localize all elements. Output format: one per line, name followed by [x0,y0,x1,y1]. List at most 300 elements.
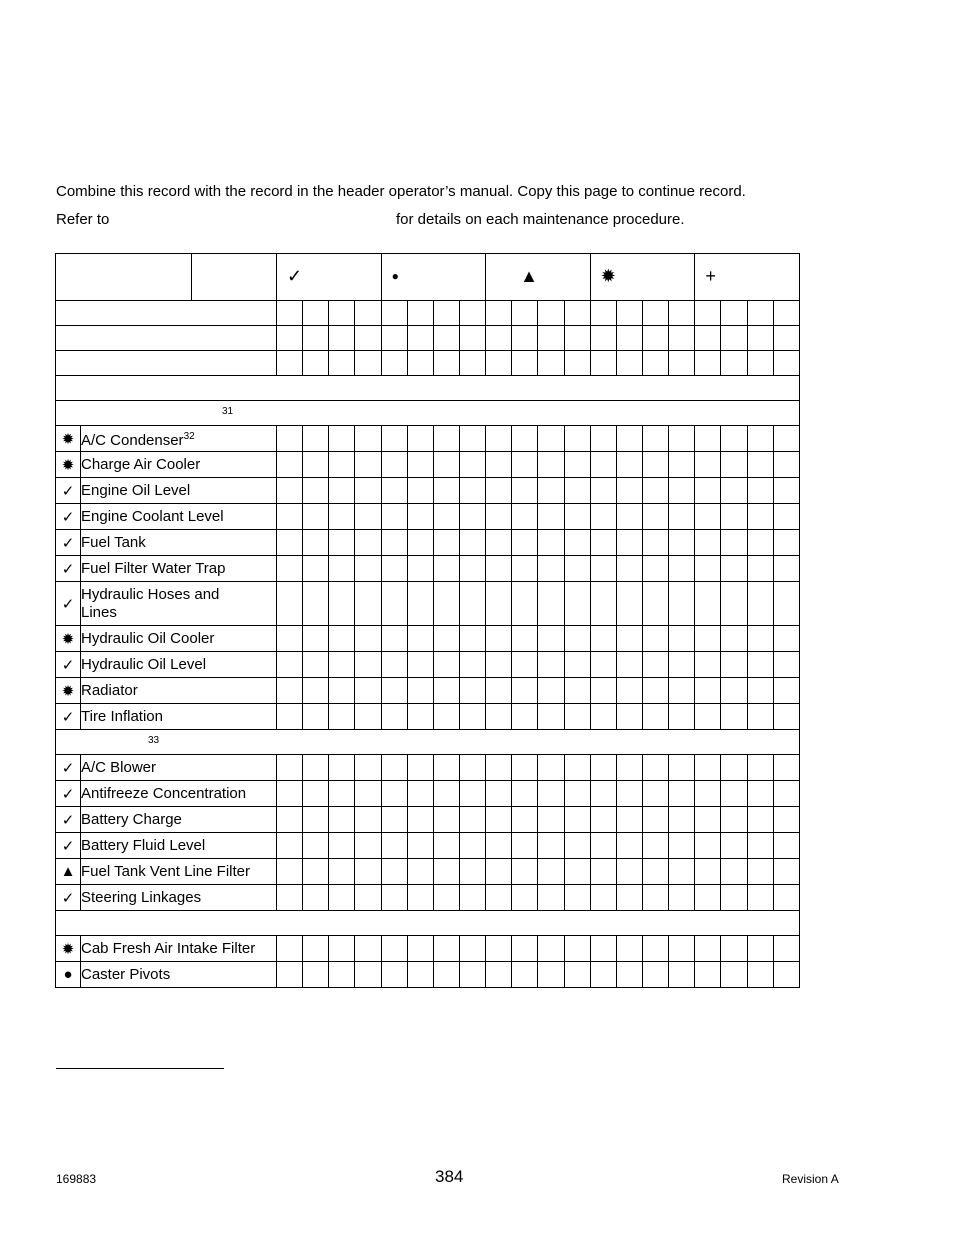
checkbox-cell[interactable] [407,807,433,833]
checkbox-cell[interactable] [695,626,721,652]
checkbox-cell[interactable] [721,781,747,807]
checkbox-cell[interactable] [643,885,669,911]
checkbox-cell[interactable] [381,301,407,326]
checkbox-cell[interactable] [590,301,616,326]
checkbox-cell[interactable] [277,678,303,704]
checkbox-cell[interactable] [747,962,773,988]
checkbox-cell[interactable] [355,781,381,807]
checkbox-cell[interactable] [277,755,303,781]
checkbox-cell[interactable] [329,326,355,351]
checkbox-cell[interactable] [538,704,564,730]
checkbox-cell[interactable] [381,351,407,376]
checkbox-cell[interactable] [381,652,407,678]
checkbox-cell[interactable] [303,351,329,376]
checkbox-cell[interactable] [381,936,407,962]
checkbox-cell[interactable] [460,556,486,582]
checkbox-cell[interactable] [564,781,590,807]
checkbox-cell[interactable] [643,326,669,351]
checkbox-cell[interactable] [329,301,355,326]
checkbox-cell[interactable] [277,885,303,911]
checkbox-cell[interactable] [355,301,381,326]
checkbox-cell[interactable] [669,478,695,504]
checkbox-cell[interactable] [695,678,721,704]
checkbox-cell[interactable] [773,755,799,781]
checkbox-cell[interactable] [329,807,355,833]
checkbox-cell[interactable] [721,962,747,988]
checkbox-cell[interactable] [329,936,355,962]
checkbox-cell[interactable] [329,556,355,582]
checkbox-cell[interactable] [355,351,381,376]
checkbox-cell[interactable] [695,452,721,478]
checkbox-cell[interactable] [564,962,590,988]
record-label-cell[interactable] [56,301,277,326]
checkbox-cell[interactable] [643,678,669,704]
checkbox-cell[interactable] [643,962,669,988]
checkbox-cell[interactable] [407,452,433,478]
checkbox-cell[interactable] [355,582,381,626]
checkbox-cell[interactable] [512,885,538,911]
checkbox-cell[interactable] [669,530,695,556]
checkbox-cell[interactable] [460,936,486,962]
checkbox-cell[interactable] [329,452,355,478]
checkbox-cell[interactable] [460,301,486,326]
checkbox-cell[interactable] [747,301,773,326]
record-label-cell[interactable] [56,351,277,376]
checkbox-cell[interactable] [460,652,486,678]
checkbox-cell[interactable] [407,936,433,962]
checkbox-cell[interactable] [721,936,747,962]
checkbox-cell[interactable] [355,426,381,452]
checkbox-cell[interactable] [564,478,590,504]
checkbox-cell[interactable] [486,678,512,704]
checkbox-cell[interactable] [460,530,486,556]
checkbox-cell[interactable] [433,530,459,556]
checkbox-cell[interactable] [616,556,642,582]
checkbox-cell[interactable] [329,781,355,807]
checkbox-cell[interactable] [329,426,355,452]
checkbox-cell[interactable] [695,556,721,582]
checkbox-cell[interactable] [512,652,538,678]
checkbox-cell[interactable] [538,807,564,833]
checkbox-cell[interactable] [512,556,538,582]
checkbox-cell[interactable] [355,936,381,962]
checkbox-cell[interactable] [721,530,747,556]
checkbox-cell[interactable] [329,962,355,988]
checkbox-cell[interactable] [590,885,616,911]
checkbox-cell[interactable] [512,962,538,988]
checkbox-cell[interactable] [486,885,512,911]
checkbox-cell[interactable] [486,582,512,626]
checkbox-cell[interactable] [381,530,407,556]
checkbox-cell[interactable] [564,452,590,478]
checkbox-cell[interactable] [355,504,381,530]
checkbox-cell[interactable] [512,426,538,452]
checkbox-cell[interactable] [564,885,590,911]
checkbox-cell[interactable] [538,301,564,326]
checkbox-cell[interactable] [355,478,381,504]
checkbox-cell[interactable] [460,326,486,351]
checkbox-cell[interactable] [721,704,747,730]
checkbox-cell[interactable] [460,962,486,988]
checkbox-cell[interactable] [486,936,512,962]
checkbox-cell[interactable] [616,452,642,478]
checkbox-cell[interactable] [381,962,407,988]
checkbox-cell[interactable] [747,859,773,885]
checkbox-cell[interactable] [460,426,486,452]
checkbox-cell[interactable] [538,582,564,626]
checkbox-cell[interactable] [381,678,407,704]
checkbox-cell[interactable] [407,704,433,730]
checkbox-cell[interactable] [564,936,590,962]
checkbox-cell[interactable] [277,478,303,504]
checkbox-cell[interactable] [747,807,773,833]
checkbox-cell[interactable] [590,478,616,504]
checkbox-cell[interactable] [486,326,512,351]
checkbox-cell[interactable] [590,755,616,781]
checkbox-cell[interactable] [407,351,433,376]
checkbox-cell[interactable] [303,678,329,704]
checkbox-cell[interactable] [433,755,459,781]
checkbox-cell[interactable] [355,962,381,988]
checkbox-cell[interactable] [433,426,459,452]
checkbox-cell[interactable] [277,936,303,962]
checkbox-cell[interactable] [512,582,538,626]
checkbox-cell[interactable] [773,807,799,833]
checkbox-cell[interactable] [773,704,799,730]
checkbox-cell[interactable] [433,859,459,885]
checkbox-cell[interactable] [669,807,695,833]
checkbox-cell[interactable] [643,936,669,962]
checkbox-cell[interactable] [669,326,695,351]
checkbox-cell[interactable] [564,556,590,582]
checkbox-cell[interactable] [590,704,616,730]
checkbox-cell[interactable] [277,781,303,807]
checkbox-cell[interactable] [643,452,669,478]
checkbox-cell[interactable] [538,626,564,652]
checkbox-cell[interactable] [486,626,512,652]
checkbox-cell[interactable] [512,704,538,730]
checkbox-cell[interactable] [538,652,564,678]
checkbox-cell[interactable] [643,530,669,556]
checkbox-cell[interactable] [616,582,642,626]
checkbox-cell[interactable] [695,326,721,351]
checkbox-cell[interactable] [747,478,773,504]
checkbox-cell[interactable] [564,755,590,781]
checkbox-cell[interactable] [747,885,773,911]
checkbox-cell[interactable] [721,504,747,530]
checkbox-cell[interactable] [381,755,407,781]
checkbox-cell[interactable] [538,351,564,376]
checkbox-cell[interactable] [303,452,329,478]
checkbox-cell[interactable] [277,833,303,859]
checkbox-cell[interactable] [773,504,799,530]
checkbox-cell[interactable] [538,326,564,351]
checkbox-cell[interactable] [721,326,747,351]
checkbox-cell[interactable] [538,885,564,911]
checkbox-cell[interactable] [773,326,799,351]
checkbox-cell[interactable] [695,833,721,859]
checkbox-cell[interactable] [303,859,329,885]
checkbox-cell[interactable] [773,936,799,962]
checkbox-cell[interactable] [643,301,669,326]
checkbox-cell[interactable] [616,326,642,351]
checkbox-cell[interactable] [564,859,590,885]
checkbox-cell[interactable] [695,478,721,504]
checkbox-cell[interactable] [773,582,799,626]
checkbox-cell[interactable] [433,807,459,833]
checkbox-cell[interactable] [564,326,590,351]
checkbox-cell[interactable] [538,781,564,807]
checkbox-cell[interactable] [538,452,564,478]
checkbox-cell[interactable] [669,351,695,376]
checkbox-cell[interactable] [616,833,642,859]
checkbox-cell[interactable] [486,351,512,376]
checkbox-cell[interactable] [695,530,721,556]
checkbox-cell[interactable] [643,351,669,376]
checkbox-cell[interactable] [512,936,538,962]
checkbox-cell[interactable] [616,504,642,530]
checkbox-cell[interactable] [512,478,538,504]
checkbox-cell[interactable] [643,833,669,859]
checkbox-cell[interactable] [407,885,433,911]
checkbox-cell[interactable] [486,807,512,833]
checkbox-cell[interactable] [460,452,486,478]
checkbox-cell[interactable] [695,859,721,885]
checkbox-cell[interactable] [329,504,355,530]
checkbox-cell[interactable] [303,478,329,504]
checkbox-cell[interactable] [616,962,642,988]
checkbox-cell[interactable] [669,781,695,807]
checkbox-cell[interactable] [381,582,407,626]
checkbox-cell[interactable] [669,626,695,652]
checkbox-cell[interactable] [538,478,564,504]
checkbox-cell[interactable] [512,678,538,704]
checkbox-cell[interactable] [538,504,564,530]
checkbox-cell[interactable] [590,678,616,704]
checkbox-cell[interactable] [721,807,747,833]
checkbox-cell[interactable] [590,426,616,452]
checkbox-cell[interactable] [512,301,538,326]
checkbox-cell[interactable] [747,652,773,678]
checkbox-cell[interactable] [721,652,747,678]
checkbox-cell[interactable] [564,704,590,730]
checkbox-cell[interactable] [329,859,355,885]
checkbox-cell[interactable] [590,326,616,351]
checkbox-cell[interactable] [329,626,355,652]
checkbox-cell[interactable] [643,626,669,652]
checkbox-cell[interactable] [303,885,329,911]
checkbox-cell[interactable] [512,326,538,351]
checkbox-cell[interactable] [695,936,721,962]
checkbox-cell[interactable] [669,582,695,626]
checkbox-cell[interactable] [616,755,642,781]
checkbox-cell[interactable] [695,781,721,807]
checkbox-cell[interactable] [695,704,721,730]
checkbox-cell[interactable] [460,859,486,885]
checkbox-cell[interactable] [695,582,721,626]
checkbox-cell[interactable] [433,833,459,859]
checkbox-cell[interactable] [303,582,329,626]
checkbox-cell[interactable] [669,885,695,911]
checkbox-cell[interactable] [433,652,459,678]
checkbox-cell[interactable] [433,301,459,326]
checkbox-cell[interactable] [616,652,642,678]
checkbox-cell[interactable] [590,351,616,376]
checkbox-cell[interactable] [355,530,381,556]
checkbox-cell[interactable] [538,962,564,988]
checkbox-cell[interactable] [433,704,459,730]
checkbox-cell[interactable] [643,426,669,452]
checkbox-cell[interactable] [486,859,512,885]
checkbox-cell[interactable] [747,678,773,704]
checkbox-cell[interactable] [721,859,747,885]
checkbox-cell[interactable] [460,704,486,730]
checkbox-cell[interactable] [669,426,695,452]
checkbox-cell[interactable] [303,833,329,859]
checkbox-cell[interactable] [381,478,407,504]
checkbox-cell[interactable] [747,504,773,530]
checkbox-cell[interactable] [747,326,773,351]
checkbox-cell[interactable] [669,859,695,885]
checkbox-cell[interactable] [512,781,538,807]
checkbox-cell[interactable] [695,652,721,678]
checkbox-cell[interactable] [538,833,564,859]
checkbox-cell[interactable] [721,556,747,582]
checkbox-cell[interactable] [538,678,564,704]
checkbox-cell[interactable] [486,652,512,678]
checkbox-cell[interactable] [329,478,355,504]
checkbox-cell[interactable] [486,781,512,807]
checkbox-cell[interactable] [486,478,512,504]
checkbox-cell[interactable] [721,582,747,626]
checkbox-cell[interactable] [747,351,773,376]
checkbox-cell[interactable] [564,678,590,704]
checkbox-cell[interactable] [590,807,616,833]
checkbox-cell[interactable] [564,351,590,376]
checkbox-cell[interactable] [486,452,512,478]
checkbox-cell[interactable] [433,626,459,652]
checkbox-cell[interactable] [433,781,459,807]
checkbox-cell[interactable] [277,582,303,626]
checkbox-cell[interactable] [407,859,433,885]
checkbox-cell[interactable] [512,351,538,376]
checkbox-cell[interactable] [277,859,303,885]
checkbox-cell[interactable] [538,530,564,556]
checkbox-cell[interactable] [721,478,747,504]
checkbox-cell[interactable] [721,885,747,911]
checkbox-cell[interactable] [669,833,695,859]
checkbox-cell[interactable] [486,301,512,326]
checkbox-cell[interactable] [381,504,407,530]
checkbox-cell[interactable] [773,351,799,376]
checkbox-cell[interactable] [616,301,642,326]
checkbox-cell[interactable] [669,652,695,678]
checkbox-cell[interactable] [277,626,303,652]
checkbox-cell[interactable] [564,504,590,530]
checkbox-cell[interactable] [590,504,616,530]
checkbox-cell[interactable] [564,626,590,652]
checkbox-cell[interactable] [277,426,303,452]
checkbox-cell[interactable] [747,426,773,452]
checkbox-cell[interactable] [355,807,381,833]
checkbox-cell[interactable] [433,478,459,504]
checkbox-cell[interactable] [695,504,721,530]
checkbox-cell[interactable] [381,704,407,730]
checkbox-cell[interactable] [329,582,355,626]
checkbox-cell[interactable] [669,936,695,962]
checkbox-cell[interactable] [643,556,669,582]
checkbox-cell[interactable] [407,781,433,807]
checkbox-cell[interactable] [747,626,773,652]
checkbox-cell[interactable] [486,426,512,452]
checkbox-cell[interactable] [773,678,799,704]
checkbox-cell[interactable] [669,301,695,326]
checkbox-cell[interactable] [433,936,459,962]
checkbox-cell[interactable] [329,652,355,678]
checkbox-cell[interactable] [721,351,747,376]
checkbox-cell[interactable] [747,781,773,807]
checkbox-cell[interactable] [355,755,381,781]
checkbox-cell[interactable] [616,626,642,652]
checkbox-cell[interactable] [564,652,590,678]
checkbox-cell[interactable] [747,704,773,730]
checkbox-cell[interactable] [616,704,642,730]
checkbox-cell[interactable] [355,859,381,885]
checkbox-cell[interactable] [747,452,773,478]
checkbox-cell[interactable] [590,962,616,988]
checkbox-cell[interactable] [407,326,433,351]
checkbox-cell[interactable] [747,755,773,781]
checkbox-cell[interactable] [407,652,433,678]
checkbox-cell[interactable] [512,452,538,478]
checkbox-cell[interactable] [407,833,433,859]
checkbox-cell[interactable] [747,530,773,556]
checkbox-cell[interactable] [460,781,486,807]
checkbox-cell[interactable] [512,807,538,833]
checkbox-cell[interactable] [486,755,512,781]
checkbox-cell[interactable] [277,962,303,988]
checkbox-cell[interactable] [564,301,590,326]
checkbox-cell[interactable] [616,678,642,704]
checkbox-cell[interactable] [277,504,303,530]
checkbox-cell[interactable] [538,426,564,452]
checkbox-cell[interactable] [721,626,747,652]
checkbox-cell[interactable] [355,326,381,351]
checkbox-cell[interactable] [616,807,642,833]
checkbox-cell[interactable] [355,833,381,859]
checkbox-cell[interactable] [329,678,355,704]
checkbox-cell[interactable] [303,807,329,833]
checkbox-cell[interactable] [433,885,459,911]
checkbox-cell[interactable] [538,755,564,781]
checkbox-cell[interactable] [407,478,433,504]
checkbox-cell[interactable] [773,556,799,582]
checkbox-cell[interactable] [564,530,590,556]
checkbox-cell[interactable] [721,301,747,326]
checkbox-cell[interactable] [590,781,616,807]
checkbox-cell[interactable] [381,833,407,859]
checkbox-cell[interactable] [773,426,799,452]
checkbox-cell[interactable] [773,859,799,885]
checkbox-cell[interactable] [669,504,695,530]
checkbox-cell[interactable] [721,755,747,781]
checkbox-cell[interactable] [277,704,303,730]
checkbox-cell[interactable] [486,833,512,859]
checkbox-cell[interactable] [512,626,538,652]
checkbox-cell[interactable] [460,833,486,859]
checkbox-cell[interactable] [669,704,695,730]
checkbox-cell[interactable] [538,936,564,962]
